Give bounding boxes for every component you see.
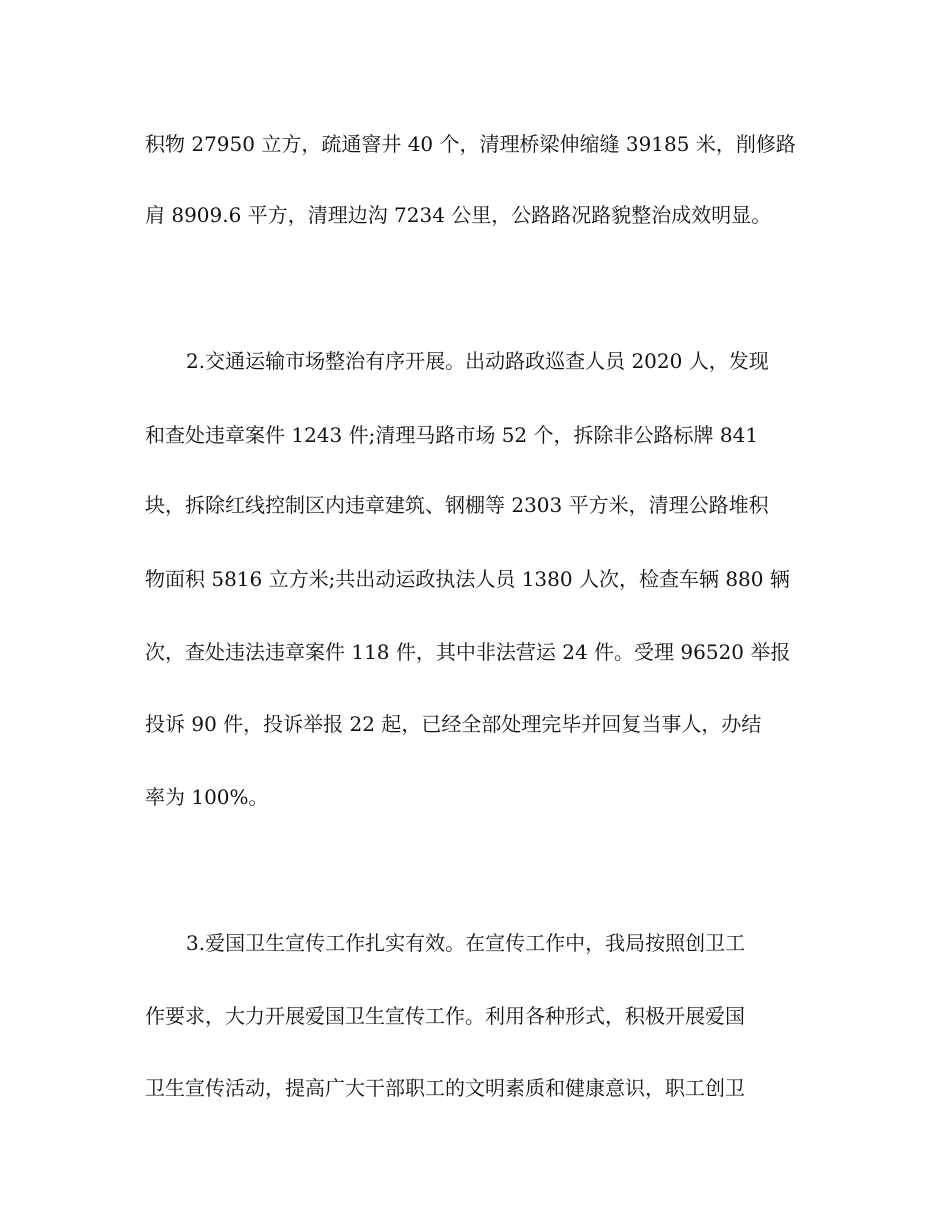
paragraph-2-line-5: 次，查处违法违章案件 118 件，其中非法营运 24 件。受理 96520 举报: [145, 640, 791, 664]
paragraph-1-line-2: 肩 8909.6 平方，清理边沟 7234 公里，公路路况路貌整治成效明显。: [145, 203, 772, 227]
paragraph-2-line-1: 2.交通运输市场整治有序开展。出动路政巡查人员 2020 人，发现: [186, 349, 769, 373]
paragraph-3-line-2: 作要求，大力开展爱国卫生宣传工作。利用各种形式，积极开展爱国: [145, 1004, 745, 1028]
paragraph-2-line-4: 物面积 5816 立方米;共出动运政执法人员 1380 人次，检查车辆 880 辆: [145, 567, 790, 591]
paragraph-3-line-1: 3.爱国卫生宣传工作扎实有效。在宣传工作中，我局按照创卫工: [186, 931, 746, 955]
paragraph-2-line-7: 率为 100%。: [145, 785, 269, 809]
paragraph-2-line-6: 投诉 90 件，投诉举报 22 起，已经全部处理完毕并回复当事人，办结: [145, 712, 762, 736]
paragraph-2-line-2: 和查处违章案件 1243 件;清理马路市场 52 个，拆除非公路标牌 841: [145, 423, 759, 447]
paragraph-2-line-3: 块，拆除红线控制区内违章建筑、钢棚等 2303 平方米，清理公路堆积: [145, 493, 769, 517]
paragraph-1-line-1: 积物 27950 立方，疏通窨井 40 个，清理桥梁伸缩缝 39185 米，削修路: [145, 132, 796, 156]
paragraph-3-line-3: 卫生宣传活动，提高广大干部职工的文明素质和健康意识，职工创卫: [145, 1076, 745, 1100]
